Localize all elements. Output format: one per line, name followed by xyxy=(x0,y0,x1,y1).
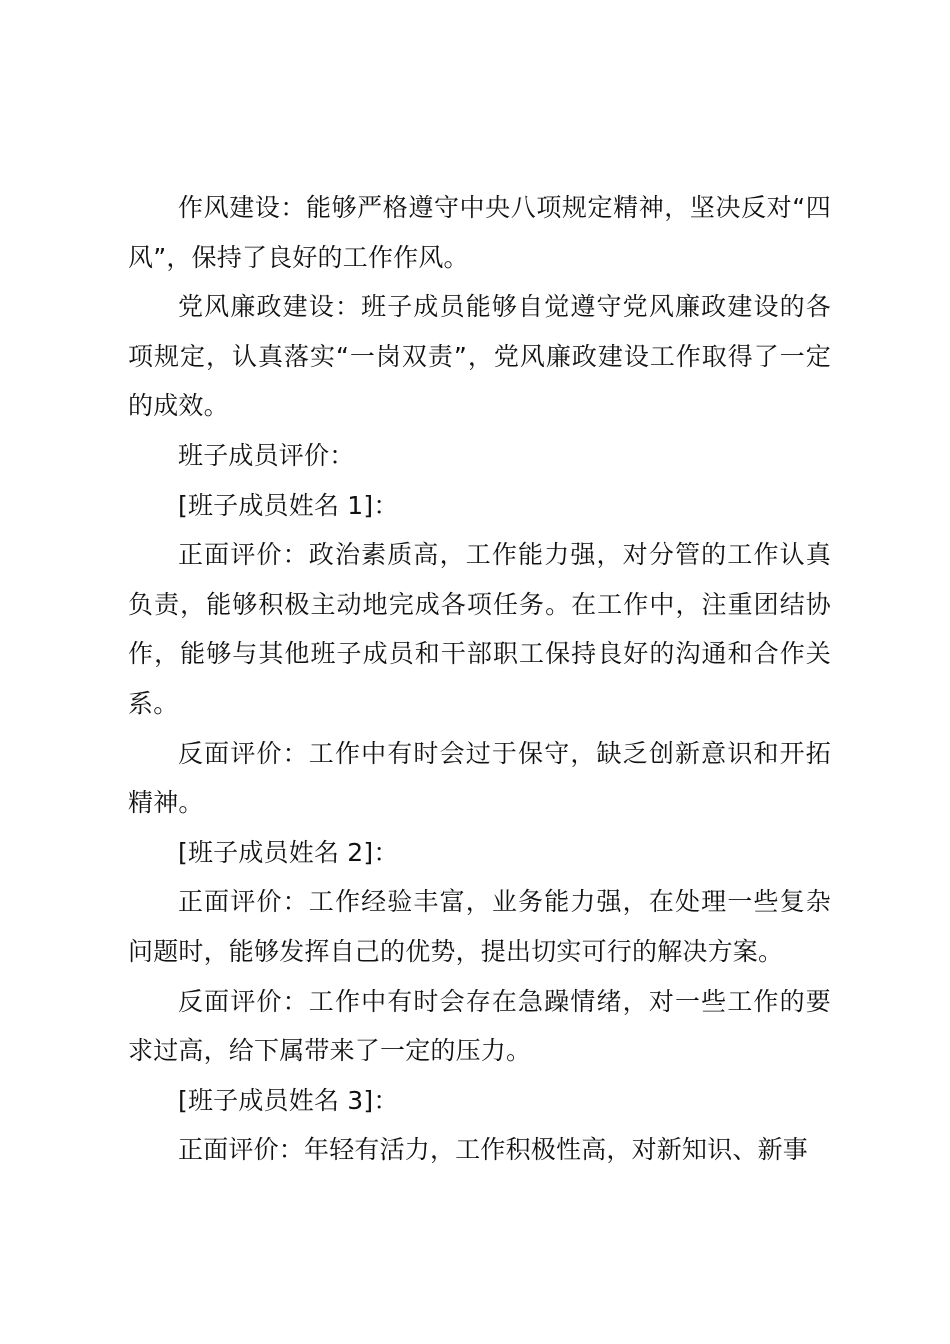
paragraph-integrity-building: 党风廉政建设：班子成员能够自觉遵守党风廉政建设的各项规定，认真落实“一岗双责”，党风廉政建设工作取得了一定的成效。 xyxy=(128,292,831,421)
document-body xyxy=(128,183,831,1175)
paragraph-member-3-positive: 正面评价：年轻有活力，工作积极性高，对新知识、新事 xyxy=(178,1135,809,1165)
paragraph-member-2-heading: [班子成员姓名 2]： xyxy=(178,837,399,867)
paragraph-member-evaluation-heading: 班子成员评价： xyxy=(178,440,355,470)
paragraph-member-1-negative: 反面评价：工作中有时会过于保守，缺乏创新意识和开拓精神。 xyxy=(128,738,831,818)
paragraph-member-1-heading: [班子成员姓名 1]： xyxy=(178,490,399,520)
paragraph-member-2-negative: 反面评价：工作中有时会存在急躁情绪，对一些工作的要求过高，给下属带来了一定的压力。 xyxy=(128,986,831,1066)
paragraph-member-3-heading: [班子成员姓名 3]： xyxy=(178,1085,399,1115)
paragraph-member-2-positive: 正面评价：工作经验丰富，业务能力强，在处理一些复杂问题时，能够发挥自己的优势，提出切实可行的解决方案。 xyxy=(128,887,831,966)
paragraph-work-style: 作风建设：能够严格遵守中央八项规定精神，坚决反对“四风”，保持了良好的工作作风。 xyxy=(128,193,831,272)
paragraph-member-1-positive: 正面评价：政治素质高，工作能力强，对分管的工作认真负责，能够积极主动地完成各项任务。在工作中，注重团结协作，能够与其他班子成员和干部职工保持良好的沟通和合作关系。 xyxy=(128,540,831,718)
